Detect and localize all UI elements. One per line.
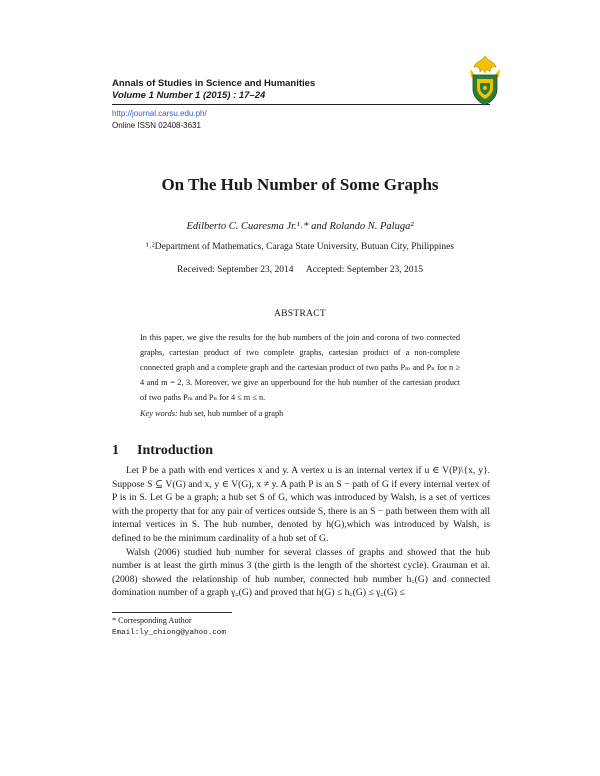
paper-dates bbox=[0, 265, 600, 275]
section-title: Introduction bbox=[137, 443, 213, 458]
footnote-corresponding: * Corresponding Author bbox=[112, 616, 192, 625]
body-paragraph: Walsh (2006) studied hub number for several classes of graphs and showed that the hub number is at least the girth minus 3 (the girth is the length of the shortest cycle). Grauman et al. (2008) showed the relationship of hub number, connected hub number h꜀(G) and connected domination number of a graph γ꜀(G) and proved that h(G) ≤ h꜀(G) ≤ γ꜀(G) ≤ bbox=[112, 546, 490, 599]
keywords-value: hub set, hub number of a graph bbox=[179, 409, 284, 418]
keywords-label: Key words: bbox=[140, 409, 178, 418]
keywords bbox=[140, 409, 283, 418]
footnote-email: Email:ly_chiong@yahoo.com bbox=[112, 629, 226, 637]
university-seal-icon bbox=[462, 53, 508, 109]
abstract-text: In this paper, we give the results for the hub numbers of the join and corona of two connected graphs, cartesian product of two complete graphs, cartesian product of a non-complete connected graph and a complete graph and the cartesian product of two paths Pₘ and Pₙ for n ≥ 4 and m = 2, 3. Moreover, we give an upperbound for the hub number of the cartesian product of two paths Pₘ and Pₙ for 4 ≤ m ≤ n. bbox=[140, 333, 460, 402]
journal-issn: Online ISSN 02408-3631 bbox=[112, 121, 201, 130]
header-rule bbox=[112, 104, 490, 105]
paper-authors: Edilberto C. Cuaresma Jr.¹˒* and Rolando N. Paluga² bbox=[186, 221, 414, 232]
journal-url-link[interactable]: http://journal.carsu.edu.ph/ bbox=[112, 109, 207, 118]
journal-name: Annals of Studies in Science and Humanities bbox=[112, 78, 316, 89]
received-date: Received: September 23, 2014 bbox=[176, 265, 294, 275]
paper-title: On The Hub Number of Some Graphs bbox=[161, 175, 439, 194]
paper-affiliation: ¹˒²Department of Mathematics, Caraga State University, Butuan City, Philippines bbox=[145, 242, 455, 252]
body-paragraph: Let P be a path with end vertices x and y. A vertex u is an internal vertex if u ∈ V(P)\{x, y}. Suppose S ⊆ V(G) and x, y ∈ V(G), x ≠ y. A path P is an S − path of G if every internal vertex of P is in S. Let G be a graph; a hub set S of G, which was introduced by Walsh, is a set of vertices with the property that for any pair of vertices outside S, there is an S − path between them with all internal vertices in S. The hub number, denoted by h(G),which was introduced by Walsh, is defined to be the minimum cardinality of a hub set of G. bbox=[112, 465, 490, 544]
footnote bbox=[112, 615, 226, 639]
section-heading bbox=[112, 443, 213, 459]
abstract-heading: ABSTRACT bbox=[273, 309, 327, 319]
journal-volume: Volume 1 Number 1 (2015) : 17–24 bbox=[112, 90, 266, 101]
section-body bbox=[112, 464, 490, 600]
accepted-date: Accepted: September 23, 2015 bbox=[305, 265, 424, 275]
journal-header bbox=[112, 78, 492, 102]
section-number: 1 bbox=[112, 443, 119, 458]
footnote-rule bbox=[112, 612, 232, 613]
